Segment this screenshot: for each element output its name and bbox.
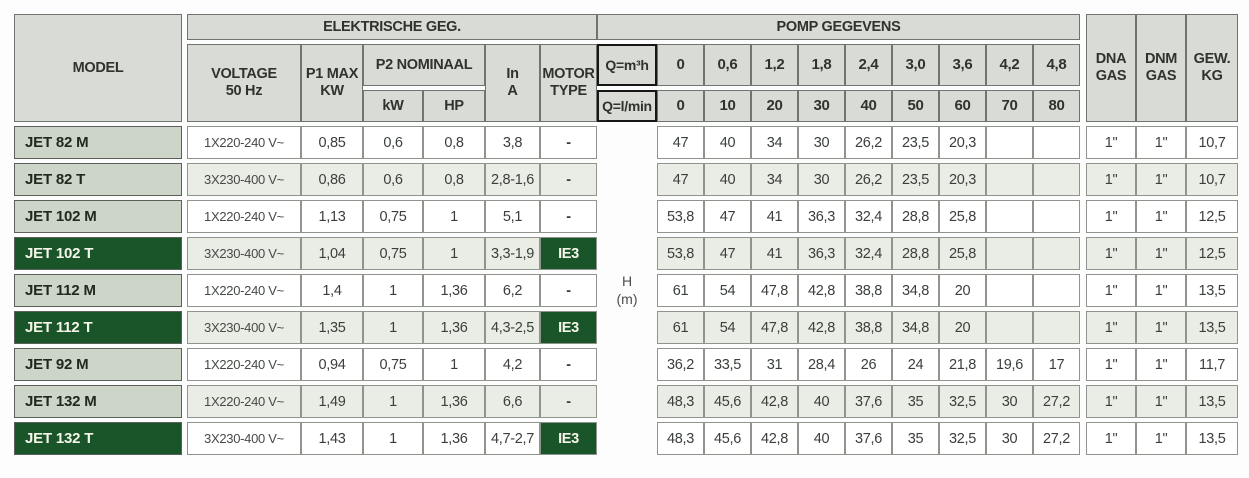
dnm-gas-cell: 1" bbox=[1136, 422, 1186, 455]
dna-gas-cell: 1" bbox=[1086, 163, 1136, 196]
gew-kg-cell: 13,5 bbox=[1186, 274, 1238, 307]
dna-gas-cell: 1" bbox=[1086, 422, 1136, 455]
flow-m3h-cell: 1,2 bbox=[751, 44, 798, 86]
model-name-cell: JET 82 M bbox=[14, 126, 182, 159]
header-in-line1: In bbox=[506, 66, 519, 83]
flow-header-column bbox=[892, 44, 939, 122]
h-value-cell: 26,2 bbox=[845, 126, 892, 159]
flow-m3h-cell: 4,2 bbox=[986, 44, 1033, 86]
h-value-cell: 26,2 bbox=[845, 163, 892, 196]
h-value-cell: 34,8 bbox=[892, 311, 939, 344]
h-value-cell: 48,3 bbox=[657, 422, 704, 455]
flow-header-column bbox=[845, 44, 892, 122]
dna-gas-cell: 1" bbox=[1086, 237, 1136, 270]
voltage-cell: 1X220-240 V~ bbox=[187, 200, 301, 233]
table-row bbox=[14, 422, 1238, 455]
h-column-gutter bbox=[597, 311, 657, 344]
in-a-cell: 3,8 bbox=[485, 126, 540, 159]
h-value-cell: 47,8 bbox=[751, 274, 798, 307]
header-model: MODEL bbox=[14, 14, 182, 122]
h-value-cell: 27,2 bbox=[1033, 385, 1080, 418]
in-a-cell: 4,3-2,5 bbox=[485, 311, 540, 344]
h-column-gutter bbox=[597, 126, 657, 159]
h-column-gutter bbox=[597, 163, 657, 196]
flow-header-column bbox=[939, 44, 986, 122]
h-value-cell: 32,4 bbox=[845, 237, 892, 270]
header-in-line2: A bbox=[507, 83, 518, 99]
flow-header-columns bbox=[657, 44, 1080, 122]
h-value-cell: 33,5 bbox=[704, 348, 751, 381]
h-value-cell: 21,8 bbox=[939, 348, 986, 381]
header-q-lmin: Q=l/min bbox=[597, 90, 657, 122]
voltage-cell: 1X220-240 V~ bbox=[187, 348, 301, 381]
p2-hp-cell: 1,36 bbox=[423, 385, 485, 418]
model-name-cell: JET 92 M bbox=[14, 348, 182, 381]
h-column-gutter bbox=[597, 422, 657, 455]
h-value-cell: 20,3 bbox=[939, 163, 986, 196]
flow-m3h-cell: 3,0 bbox=[892, 44, 939, 86]
h-value-cell: 28,4 bbox=[798, 348, 845, 381]
motor-type-cell: - bbox=[540, 200, 597, 233]
h-value-cell: 30 bbox=[798, 126, 845, 159]
dnm-gas-cell: 1" bbox=[1136, 163, 1186, 196]
table-row bbox=[14, 274, 1238, 307]
flow-header-column bbox=[751, 44, 798, 122]
table-row bbox=[14, 200, 1238, 233]
dnm-gas-cell: 1" bbox=[1136, 311, 1186, 344]
dnm-gas-cell: 1" bbox=[1136, 274, 1186, 307]
flow-m3h-cell: 2,4 bbox=[845, 44, 892, 86]
p2-hp-cell: 1,36 bbox=[423, 274, 485, 307]
header-dna-line1: DNA bbox=[1095, 51, 1127, 68]
p1-max-cell: 1,35 bbox=[301, 311, 363, 344]
p2-kw-cell: 1 bbox=[363, 274, 423, 307]
h-value-cell bbox=[1033, 237, 1080, 270]
header-motor-line2: TYPE bbox=[550, 83, 587, 99]
h-value-cell: 20 bbox=[939, 311, 986, 344]
flow-lmin-cell: 30 bbox=[798, 90, 845, 122]
h-value-cell: 17 bbox=[1033, 348, 1080, 381]
header-motor-line1: MOTOR bbox=[542, 66, 595, 83]
pump-spec-table bbox=[14, 14, 1238, 459]
h-value-cell: 53,8 bbox=[657, 200, 704, 233]
flow-header-column bbox=[657, 44, 704, 122]
header-dna-gas bbox=[1086, 14, 1136, 122]
voltage-cell: 3X230-400 V~ bbox=[187, 163, 301, 196]
header-pump-group bbox=[597, 14, 1080, 122]
in-a-cell: 6,2 bbox=[485, 274, 540, 307]
h-value-cell: 28,8 bbox=[892, 237, 939, 270]
h-value-cell: 23,5 bbox=[892, 163, 939, 196]
model-name-cell: JET 112 T bbox=[14, 311, 182, 344]
h-value-cell: 47 bbox=[657, 163, 704, 196]
dna-gas-cell: 1" bbox=[1086, 274, 1136, 307]
header-voltage-line1: VOLTAGE bbox=[211, 66, 277, 83]
header-motor-type bbox=[540, 44, 597, 122]
h-value-cell bbox=[1033, 126, 1080, 159]
p1-max-cell: 0,94 bbox=[301, 348, 363, 381]
p2-kw-cell: 1 bbox=[363, 385, 423, 418]
dnm-gas-cell: 1" bbox=[1136, 126, 1186, 159]
dnm-gas-cell: 1" bbox=[1136, 385, 1186, 418]
dna-gas-cell: 1" bbox=[1086, 126, 1136, 159]
model-name-cell: JET 132 M bbox=[14, 385, 182, 418]
h-value-cell: 36,3 bbox=[798, 200, 845, 233]
h-value-cell: 42,8 bbox=[798, 274, 845, 307]
voltage-cell: 1X220-240 V~ bbox=[187, 126, 301, 159]
p2-hp-cell: 1 bbox=[423, 237, 485, 270]
h-value-cell: 34 bbox=[751, 126, 798, 159]
h-value-cell: 45,6 bbox=[704, 422, 751, 455]
table-row bbox=[14, 311, 1238, 344]
p2-kw-cell: 0,75 bbox=[363, 200, 423, 233]
motor-type-cell: - bbox=[540, 274, 597, 307]
motor-type-cell: - bbox=[540, 385, 597, 418]
h-value-cell: 32,5 bbox=[939, 422, 986, 455]
in-a-cell: 3,3-1,9 bbox=[485, 237, 540, 270]
header-dnm-gas bbox=[1136, 14, 1186, 122]
in-a-cell: 4,2 bbox=[485, 348, 540, 381]
h-value-cell: 35 bbox=[892, 422, 939, 455]
dna-gas-cell: 1" bbox=[1086, 200, 1136, 233]
in-a-cell: 5,1 bbox=[485, 200, 540, 233]
header-q-labels bbox=[597, 44, 657, 122]
h-value-cell: 40 bbox=[704, 163, 751, 196]
h-column-gutter bbox=[597, 348, 657, 381]
voltage-cell: 3X230-400 V~ bbox=[187, 237, 301, 270]
h-value-cell: 40 bbox=[704, 126, 751, 159]
h-value-cell: 42,8 bbox=[751, 385, 798, 418]
h-value-cell: 41 bbox=[751, 237, 798, 270]
flow-lmin-cell: 50 bbox=[892, 90, 939, 122]
h-value-cell bbox=[986, 163, 1033, 196]
h-column-gutter bbox=[597, 200, 657, 233]
dna-gas-cell: 1" bbox=[1086, 311, 1136, 344]
flow-header-column bbox=[704, 44, 751, 122]
h-value-cell: 47 bbox=[657, 126, 704, 159]
h-value-cell: 31 bbox=[751, 348, 798, 381]
p1-max-cell: 1,49 bbox=[301, 385, 363, 418]
h-value-cell: 35 bbox=[892, 385, 939, 418]
h-value-cell bbox=[986, 274, 1033, 307]
p2-kw-cell: 1 bbox=[363, 422, 423, 455]
header-gew-kg bbox=[1186, 14, 1238, 122]
header-hp: HP bbox=[423, 90, 485, 122]
p2-kw-cell: 0,6 bbox=[363, 163, 423, 196]
h-m-line1: H bbox=[621, 273, 633, 289]
table-body bbox=[14, 126, 1238, 459]
h-m-line2: (m) bbox=[616, 290, 638, 307]
p2-hp-cell: 1 bbox=[423, 348, 485, 381]
gew-kg-cell: 13,5 bbox=[1186, 385, 1238, 418]
header-p2-nominaal: P2 NOMINAAL bbox=[363, 44, 485, 86]
h-value-cell: 45,6 bbox=[704, 385, 751, 418]
header-p1-line1: P1 MAX bbox=[305, 66, 359, 83]
p2-hp-cell: 1 bbox=[423, 200, 485, 233]
p2-hp-cell: 1,36 bbox=[423, 422, 485, 455]
p2-kw-cell: 0,6 bbox=[363, 126, 423, 159]
in-a-cell: 4,7-2,7 bbox=[485, 422, 540, 455]
in-a-cell: 6,6 bbox=[485, 385, 540, 418]
flow-m3h-cell: 3,6 bbox=[939, 44, 986, 86]
dna-gas-cell: 1" bbox=[1086, 348, 1136, 381]
flow-lmin-cell: 60 bbox=[939, 90, 986, 122]
dnm-gas-cell: 1" bbox=[1136, 237, 1186, 270]
voltage-cell: 3X230-400 V~ bbox=[187, 311, 301, 344]
h-value-cell: 36,3 bbox=[798, 237, 845, 270]
p2-kw-cell: 0,75 bbox=[363, 237, 423, 270]
p1-max-cell: 0,86 bbox=[301, 163, 363, 196]
gew-kg-cell: 13,5 bbox=[1186, 311, 1238, 344]
h-value-cell: 32,4 bbox=[845, 200, 892, 233]
flow-lmin-cell: 80 bbox=[1033, 90, 1080, 122]
h-value-cell: 34,8 bbox=[892, 274, 939, 307]
header-p1-max bbox=[301, 44, 363, 122]
h-value-cell: 53,8 bbox=[657, 237, 704, 270]
table-header bbox=[14, 14, 1238, 122]
h-value-cell bbox=[1033, 311, 1080, 344]
header-dna-line2: GAS bbox=[1095, 68, 1127, 84]
table-row bbox=[14, 237, 1238, 270]
h-column-gutter bbox=[597, 237, 657, 270]
header-dnm-line2: GAS bbox=[1145, 68, 1177, 84]
h-value-cell: 23,5 bbox=[892, 126, 939, 159]
p2-hp-cell: 0,8 bbox=[423, 126, 485, 159]
h-value-cell: 54 bbox=[704, 274, 751, 307]
p1-max-cell: 0,85 bbox=[301, 126, 363, 159]
h-value-cell bbox=[986, 126, 1033, 159]
p2-kw-cell: 1 bbox=[363, 311, 423, 344]
flow-lmin-cell: 0 bbox=[657, 90, 704, 122]
h-value-cell: 34 bbox=[751, 163, 798, 196]
h-value-cell bbox=[986, 311, 1033, 344]
gew-kg-cell: 11,7 bbox=[1186, 348, 1238, 381]
h-value-cell: 40 bbox=[798, 422, 845, 455]
header-voltage bbox=[187, 44, 301, 122]
h-value-cell: 54 bbox=[704, 311, 751, 344]
h-value-cell bbox=[1033, 163, 1080, 196]
h-value-cell: 30 bbox=[986, 385, 1033, 418]
h-value-cell: 48,3 bbox=[657, 385, 704, 418]
h-value-cell: 25,8 bbox=[939, 200, 986, 233]
flow-lmin-cell: 70 bbox=[986, 90, 1033, 122]
dnm-gas-cell: 1" bbox=[1136, 200, 1186, 233]
header-electrical-group bbox=[187, 14, 597, 122]
h-value-cell: 28,8 bbox=[892, 200, 939, 233]
flow-header-column bbox=[1033, 44, 1080, 122]
model-name-cell: JET 102 T bbox=[14, 237, 182, 270]
h-value-cell: 24 bbox=[892, 348, 939, 381]
h-value-cell: 42,8 bbox=[751, 422, 798, 455]
header-p1-line2: KW bbox=[320, 83, 344, 99]
header-gew-line2: KG bbox=[1201, 68, 1223, 84]
flow-header-column bbox=[986, 44, 1033, 122]
flow-header-column bbox=[798, 44, 845, 122]
h-value-cell: 61 bbox=[657, 274, 704, 307]
h-value-cell: 37,6 bbox=[845, 385, 892, 418]
h-value-cell: 47,8 bbox=[751, 311, 798, 344]
table-row bbox=[14, 126, 1238, 159]
motor-type-cell: IE3 bbox=[540, 311, 597, 344]
model-name-cell: JET 112 M bbox=[14, 274, 182, 307]
dna-gas-cell: 1" bbox=[1086, 385, 1136, 418]
h-value-cell: 25,8 bbox=[939, 237, 986, 270]
table-row bbox=[14, 163, 1238, 196]
model-name-cell: JET 102 M bbox=[14, 200, 182, 233]
gew-kg-cell: 12,5 bbox=[1186, 237, 1238, 270]
h-value-cell: 47 bbox=[704, 200, 751, 233]
header-kw: kW bbox=[363, 90, 423, 122]
motor-type-cell: IE3 bbox=[540, 237, 597, 270]
p1-max-cell: 1,13 bbox=[301, 200, 363, 233]
flow-lmin-cell: 40 bbox=[845, 90, 892, 122]
header-q-m3h: Q=m³h bbox=[597, 44, 657, 86]
table-row bbox=[14, 385, 1238, 418]
p2-hp-cell: 0,8 bbox=[423, 163, 485, 196]
gew-kg-cell: 12,5 bbox=[1186, 200, 1238, 233]
p1-max-cell: 1,04 bbox=[301, 237, 363, 270]
in-a-cell: 2,8-1,6 bbox=[485, 163, 540, 196]
header-gew-line1: GEW. bbox=[1193, 51, 1231, 68]
p2-hp-cell: 1,36 bbox=[423, 311, 485, 344]
flow-lmin-cell: 20 bbox=[751, 90, 798, 122]
h-value-cell: 32,5 bbox=[939, 385, 986, 418]
h-value-cell bbox=[986, 237, 1033, 270]
model-name-cell: JET 132 T bbox=[14, 422, 182, 455]
h-value-cell: 26 bbox=[845, 348, 892, 381]
flow-m3h-cell: 0 bbox=[657, 44, 704, 86]
h-value-cell: 20,3 bbox=[939, 126, 986, 159]
flow-m3h-cell: 1,8 bbox=[798, 44, 845, 86]
h-value-cell: 40 bbox=[798, 385, 845, 418]
h-value-cell: 41 bbox=[751, 200, 798, 233]
header-dnm-line1: DNM bbox=[1144, 51, 1178, 68]
h-value-cell: 19,6 bbox=[986, 348, 1033, 381]
p1-max-cell: 1,43 bbox=[301, 422, 363, 455]
model-name-cell: JET 82 T bbox=[14, 163, 182, 196]
header-p2-group bbox=[363, 44, 485, 122]
flow-m3h-cell: 4,8 bbox=[1033, 44, 1080, 86]
flow-m3h-cell: 0,6 bbox=[704, 44, 751, 86]
header-in-a bbox=[485, 44, 540, 122]
p1-max-cell: 1,4 bbox=[301, 274, 363, 307]
h-column-gutter bbox=[597, 385, 657, 418]
motor-type-cell: IE3 bbox=[540, 422, 597, 455]
motor-type-cell: - bbox=[540, 163, 597, 196]
h-value-cell: 37,6 bbox=[845, 422, 892, 455]
motor-type-cell: - bbox=[540, 126, 597, 159]
h-value-cell: 20 bbox=[939, 274, 986, 307]
flow-lmin-cell: 10 bbox=[704, 90, 751, 122]
h-value-cell: 38,8 bbox=[845, 311, 892, 344]
header-pomp-gegevens: POMP GEGEVENS bbox=[597, 14, 1080, 40]
h-value-cell: 42,8 bbox=[798, 311, 845, 344]
gew-kg-cell: 13,5 bbox=[1186, 422, 1238, 455]
motor-type-cell: - bbox=[540, 348, 597, 381]
gew-kg-cell: 10,7 bbox=[1186, 126, 1238, 159]
voltage-cell: 1X220-240 V~ bbox=[187, 274, 301, 307]
h-value-cell: 27,2 bbox=[1033, 422, 1080, 455]
h-value-cell: 61 bbox=[657, 311, 704, 344]
voltage-cell: 3X230-400 V~ bbox=[187, 422, 301, 455]
h-value-cell: 30 bbox=[986, 422, 1033, 455]
h-value-cell bbox=[1033, 200, 1080, 233]
voltage-cell: 1X220-240 V~ bbox=[187, 385, 301, 418]
h-value-cell bbox=[1033, 274, 1080, 307]
p2-kw-cell: 0,75 bbox=[363, 348, 423, 381]
table-row bbox=[14, 348, 1238, 381]
header-voltage-line2: 50 Hz bbox=[225, 83, 263, 99]
h-value-cell bbox=[986, 200, 1033, 233]
h-value-cell: 38,8 bbox=[845, 274, 892, 307]
gew-kg-cell: 10,7 bbox=[1186, 163, 1238, 196]
header-elektrische-geg: ELEKTRISCHE GEG. bbox=[187, 14, 597, 40]
h-value-cell: 47 bbox=[704, 237, 751, 270]
dnm-gas-cell: 1" bbox=[1136, 348, 1186, 381]
h-value-cell: 30 bbox=[798, 163, 845, 196]
h-value-cell: 36,2 bbox=[657, 348, 704, 381]
h-column-gutter bbox=[597, 274, 657, 307]
